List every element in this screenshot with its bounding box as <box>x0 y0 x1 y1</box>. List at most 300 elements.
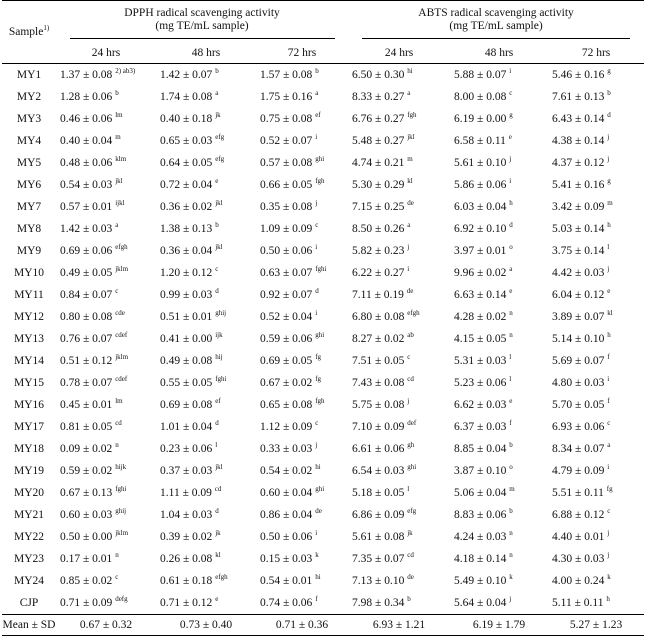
mean-sd-value: 0.78 ± 0.07 <box>60 377 113 389</box>
significance-letters: k <box>607 573 611 582</box>
activity-value-cell <box>450 460 548 482</box>
significance-letters: c <box>607 419 611 428</box>
mean-sd-value: 1.20 ± 0.12 <box>160 267 213 279</box>
activity-value-cell <box>348 438 450 460</box>
activity-value-cell <box>548 504 644 526</box>
table-row <box>2 504 644 526</box>
sample-name: MY1 <box>16 69 42 81</box>
activity-value-cell <box>348 394 450 416</box>
mean-sd-value: 1.11 ± 0.09 <box>160 487 212 499</box>
mean-sd-value: 0.75 ± 0.08 <box>260 113 313 125</box>
significance-letters: fghi <box>215 375 227 384</box>
mean-sd-value: 5.64 ± 0.04 <box>454 597 507 609</box>
activity-value-cell <box>548 394 644 416</box>
activity-value-cell <box>156 130 256 152</box>
sample-name: MY20 <box>13 487 45 499</box>
mean-sd-value: 0.36 ± 0.04 <box>160 245 213 257</box>
significance-letters: c <box>115 573 119 582</box>
mean-sd-value: 9.96 ± 0.02 <box>454 267 507 279</box>
mean-sd-value: 0.33 ± 0.03 <box>260 443 313 455</box>
activity-value-cell <box>156 306 256 328</box>
sample-name: MY2 <box>16 91 42 103</box>
activity-value-cell <box>256 328 348 350</box>
time-header: 72 hrs <box>256 43 348 64</box>
activity-value-cell <box>548 108 644 130</box>
mean-sd-value: 6.63 ± 0.14 <box>454 289 507 301</box>
significance-letters: l <box>215 441 218 450</box>
activity-value-cell <box>56 152 156 174</box>
activity-value-cell <box>156 482 256 504</box>
mean-sd-value: 7.15 ± 0.25 <box>352 201 405 213</box>
activity-value-cell <box>156 438 256 460</box>
activity-value-cell <box>56 64 156 87</box>
mean-sd-value: 5.86 ± 0.06 <box>454 179 507 191</box>
activity-value-cell <box>450 350 548 372</box>
significance-letters: efgh <box>115 243 128 252</box>
activity-value-cell <box>450 130 548 152</box>
significance-letters: j <box>607 529 610 538</box>
activity-value-cell <box>56 372 156 394</box>
mean-sd-value: 8.85 ± 0.04 <box>454 443 507 455</box>
mean-sd-value: 6.76 ± 0.27 <box>352 113 405 125</box>
significance-letters: f <box>607 353 610 362</box>
sample-name: MY8 <box>16 223 42 235</box>
mean-sd-value: 1.75 ± 0.16 <box>260 91 313 103</box>
time-header: 24 hrs <box>56 43 156 64</box>
significance-letters: cd <box>407 375 414 384</box>
significance-letters: klm <box>115 155 127 164</box>
significance-letters: efg <box>215 133 225 142</box>
significance-letters: b <box>509 507 513 516</box>
activity-value-cell <box>156 284 256 306</box>
sample-name: MY15 <box>13 377 45 389</box>
mean-sd-value: 5.61 ± 0.10 <box>454 157 507 169</box>
significance-letters: i <box>509 67 512 76</box>
mean-sd-value: 1.01 ± 0.04 <box>160 421 213 433</box>
table-row <box>2 570 644 592</box>
significance-letters: cd <box>214 485 222 494</box>
activity-value-cell <box>548 416 644 438</box>
mean-sd-value: 0.35 ± 0.08 <box>260 201 313 213</box>
mean-sd-value: 0.81 ± 0.05 <box>60 421 113 433</box>
mean-sd-value: 6.80 ± 0.08 <box>352 311 405 323</box>
activity-value-cell <box>56 482 156 504</box>
mean-sd-value: 0.72 ± 0.04 <box>160 179 213 191</box>
significance-letters: jkl <box>215 243 223 252</box>
significance-letters: c <box>407 353 411 362</box>
mean-sd-value: 0.41 ± 0.00 <box>160 333 213 345</box>
activity-value-cell <box>156 64 256 87</box>
significance-letters: c <box>115 287 119 296</box>
mean-sd-value: 0.50 ± 0.06 <box>260 531 313 543</box>
activity-value-cell <box>548 262 644 284</box>
activity-value-cell <box>450 482 548 504</box>
table-row <box>2 196 644 218</box>
significance-letters: ghi <box>315 331 325 340</box>
activity-value-cell <box>450 86 548 108</box>
mean-sd-value: 0.51 ± 0.12 <box>60 355 113 367</box>
activity-value-cell <box>256 350 348 372</box>
significance-letters: a <box>407 221 411 230</box>
sample-name: MY13 <box>13 333 45 345</box>
table-row <box>2 372 644 394</box>
table-row <box>2 394 644 416</box>
activity-value-cell <box>348 152 450 174</box>
activity-value-cell <box>450 416 548 438</box>
mean-sd-value: 0.66 ± 0.05 <box>260 179 313 191</box>
mean-sd-value: 5.51 ± 0.11 <box>552 487 604 499</box>
significance-letters: j <box>607 265 610 274</box>
mean-sd-value: 0.69 ± 0.05 <box>260 355 313 367</box>
mean-sd-value: 0.60 ± 0.03 <box>60 509 113 521</box>
mean-sd-value: 6.04 ± 0.12 <box>552 289 605 301</box>
activity-value-cell <box>548 328 644 350</box>
mean-sd-value: 3.89 ± 0.07 <box>552 311 605 323</box>
activity-value-cell <box>348 174 450 196</box>
mean-value: 0.71 ± 0.36 <box>256 615 348 636</box>
mean-sd-value: 0.37 ± 0.03 <box>160 465 213 477</box>
dpph-group-header <box>56 1 348 44</box>
mean-sd-value: 1.04 ± 0.03 <box>160 509 213 521</box>
activity-value-cell <box>548 152 644 174</box>
activity-value-cell <box>56 108 156 130</box>
mean-sd-value: 1.28 ± 0.06 <box>60 91 113 103</box>
mean-sd-value: 3.42 ± 0.09 <box>552 201 605 213</box>
table-row <box>2 64 644 87</box>
mean-sd-value: 5.03 ± 0.14 <box>552 223 605 235</box>
activity-value-cell <box>156 504 256 526</box>
sample-name: MY4 <box>16 135 42 147</box>
activity-value-cell <box>156 174 256 196</box>
significance-letters: ijk <box>215 331 223 340</box>
activity-value-cell <box>450 174 548 196</box>
significance-letters: o <box>509 243 513 252</box>
significance-letters: efgh <box>215 573 228 582</box>
activity-value-cell <box>548 86 644 108</box>
sample-name: MY10 <box>13 267 45 279</box>
mean-sd-value: 0.63 ± 0.07 <box>260 267 313 279</box>
activity-value-cell <box>256 130 348 152</box>
significance-letters: cde <box>115 309 125 318</box>
significance-letters: n <box>509 551 513 560</box>
activity-value-cell <box>56 504 156 526</box>
sample-name: MY14 <box>13 355 45 367</box>
sample-name: MY18 <box>13 443 45 455</box>
significance-letters: b <box>215 221 219 230</box>
significance-letters: de <box>407 573 414 582</box>
significance-letters: kl <box>215 551 221 560</box>
dpph-unit: (mg TE/mL sample) <box>155 20 249 32</box>
mean-sd-value: 5.75 ± 0.08 <box>352 399 405 411</box>
sample-name: MY21 <box>13 509 45 521</box>
table-row <box>2 548 644 570</box>
activity-value-cell <box>156 592 256 615</box>
mean-value: 5.27 ± 1.23 <box>548 615 644 636</box>
activity-value-cell <box>256 526 348 548</box>
activity-value-cell <box>256 504 348 526</box>
sample-name: MY24 <box>13 575 45 587</box>
mean-sd-value: 4.38 ± 0.14 <box>552 135 605 147</box>
table-row <box>2 218 644 240</box>
activity-value-cell <box>156 548 256 570</box>
activity-value-cell <box>256 592 348 615</box>
significance-letters: cd <box>407 551 414 560</box>
significance-letters: ghi <box>315 485 325 494</box>
mean-sd-value: 5.48 ± 0.27 <box>352 135 405 147</box>
significance-letters: jkl <box>215 199 223 208</box>
significance-letters: f <box>607 397 610 406</box>
significance-letters: d <box>607 111 611 120</box>
mean-sd-value: 1.42 ± 0.03 <box>60 223 113 235</box>
mean-sd-value: 0.57 ± 0.01 <box>60 201 113 213</box>
significance-letters: fghi <box>115 485 127 494</box>
activity-value-cell <box>256 218 348 240</box>
mean-sd-value: 0.52 ± 0.07 <box>260 135 313 147</box>
activity-value-cell <box>56 460 156 482</box>
significance-letters: jkl <box>407 133 415 142</box>
activity-value-cell <box>548 592 644 615</box>
significance-letters: gh <box>407 441 415 450</box>
significance-letters: m <box>407 155 413 164</box>
mean-sd-value: 0.36 ± 0.02 <box>160 201 213 213</box>
sample-name: MY12 <box>13 311 45 323</box>
activity-value-cell <box>56 86 156 108</box>
table-body <box>2 64 644 615</box>
mean-sd-value: 0.92 ± 0.07 <box>260 289 313 301</box>
activity-value-cell <box>450 240 548 262</box>
mean-sd-value: 0.26 ± 0.08 <box>160 553 213 565</box>
mean-sd-value: 0.85 ± 0.02 <box>60 575 113 587</box>
mean-sd-value: 0.15 ± 0.03 <box>260 553 313 565</box>
sample-name: CJP <box>2 592 56 615</box>
activity-value-cell <box>450 526 548 548</box>
activity-value-cell <box>450 548 548 570</box>
mean-sd-value: 0.76 ± 0.07 <box>60 333 113 345</box>
table-row <box>2 482 644 504</box>
mean-sd-value: 6.22 ± 0.27 <box>352 267 405 279</box>
mean-sd-value: 7.61 ± 0.13 <box>552 91 605 103</box>
activity-value-cell <box>256 174 348 196</box>
significance-letters: cd <box>115 419 122 428</box>
significance-letters: j <box>607 133 610 142</box>
activity-value-cell <box>56 218 156 240</box>
significance-letters: ghij <box>115 507 127 516</box>
mean-sd-row <box>2 615 644 636</box>
mean-sd-value: 3.87 ± 0.10 <box>454 465 507 477</box>
significance-letters: hij <box>215 353 223 362</box>
abts-title: ABTS radical scavenging activity <box>418 7 574 19</box>
mean-sd-value: 6.58 ± 0.11 <box>454 135 506 147</box>
mean-sd-value: 5.88 ± 0.07 <box>454 69 507 81</box>
mean-sd-value: 0.74 ± 0.06 <box>260 597 313 609</box>
mean-sd-value: 7.35 ± 0.07 <box>352 553 405 565</box>
activity-value-cell <box>450 262 548 284</box>
significance-letters: h <box>509 199 513 208</box>
significance-letters: fg <box>606 485 613 494</box>
sample-name: MY11 <box>14 289 44 301</box>
mean-sd-value: 8.33 ± 0.27 <box>352 91 405 103</box>
significance-letters: e <box>215 177 219 186</box>
mean-sd-value: 4.15 ± 0.05 <box>454 333 507 345</box>
mean-sd-value: 0.57 ± 0.08 <box>260 157 313 169</box>
significance-letters: n <box>509 309 513 318</box>
significance-letters: cdef <box>115 331 128 340</box>
mean-sd-value: 7.98 ± 0.34 <box>352 597 405 609</box>
activity-value-cell <box>56 526 156 548</box>
significance-letters: i <box>315 529 318 538</box>
time-header: 48 hrs <box>156 43 256 64</box>
mean-sd-value: 0.69 ± 0.08 <box>160 399 213 411</box>
significance-letters: l <box>509 353 512 362</box>
table-row <box>2 284 644 306</box>
activity-value-cell <box>56 394 156 416</box>
table-row <box>2 350 644 372</box>
significance-letters: c <box>315 419 319 428</box>
table-row <box>2 108 644 130</box>
mean-sd-value: 5.61 ± 0.08 <box>352 531 405 543</box>
significance-letters: k <box>315 551 319 560</box>
activity-value-cell <box>256 372 348 394</box>
activity-value-cell <box>348 64 450 87</box>
activity-value-cell <box>56 174 156 196</box>
mean-sd-value: 0.17 ± 0.01 <box>60 553 113 565</box>
mean-sd-value: 0.46 ± 0.06 <box>60 113 113 125</box>
significance-letters: g <box>607 67 611 76</box>
significance-letters: j <box>407 397 410 406</box>
mean-sd-value: 0.45 ± 0.01 <box>60 399 113 411</box>
significance-letters: de <box>406 287 414 296</box>
time-header: 24 hrs <box>348 43 450 64</box>
significance-letters: d <box>315 287 319 296</box>
activity-value-cell <box>256 64 348 87</box>
activity-value-cell <box>450 196 548 218</box>
activity-value-cell <box>348 218 450 240</box>
sample-name: MY3 <box>16 113 42 125</box>
activity-value-cell <box>156 218 256 240</box>
significance-letters: e <box>215 595 219 604</box>
mean-sd-value: 6.37 ± 0.03 <box>454 421 507 433</box>
mean-sd-value: 4.80 ± 0.03 <box>552 377 605 389</box>
significance-letters: e <box>508 133 512 142</box>
dpph-title: DPPH radical scavenging activity <box>124 7 280 19</box>
activity-value-cell <box>256 548 348 570</box>
mean-sd-value: 5.30 ± 0.29 <box>352 179 405 191</box>
significance-letters: ef <box>315 111 321 120</box>
activity-value-cell <box>348 130 450 152</box>
activity-value-cell <box>256 416 348 438</box>
mean-sd-value: 5.49 ± 0.10 <box>454 575 507 587</box>
significance-letters: c <box>315 221 319 230</box>
significance-letters: d <box>215 419 219 428</box>
mean-sd-value: 0.52 ± 0.04 <box>260 311 313 323</box>
activity-value-cell <box>348 460 450 482</box>
significance-letters: h <box>606 595 610 604</box>
significance-letters: j <box>607 155 610 164</box>
significance-letters: jklm <box>115 353 129 362</box>
mean-sd-value: 8.83 ± 0.06 <box>454 509 507 521</box>
significance-letters: c <box>607 507 611 516</box>
significance-letters: hi <box>315 463 321 472</box>
activity-value-cell <box>348 592 450 615</box>
significance-letters: def <box>407 419 417 428</box>
mean-sd-value: 1.74 ± 0.08 <box>160 91 213 103</box>
significance-letters: ab <box>407 331 414 340</box>
activity-value-cell <box>56 592 156 615</box>
mean-sd-value: 0.40 ± 0.04 <box>60 135 113 147</box>
activity-value-cell <box>450 152 548 174</box>
activity-value-cell <box>348 328 450 350</box>
significance-letters: j <box>407 243 410 252</box>
activity-value-cell <box>256 306 348 328</box>
activity-value-cell <box>348 284 450 306</box>
significance-letters: g <box>509 111 513 120</box>
significance-letters: h <box>607 221 611 230</box>
mean-sd-value: 4.37 ± 0.12 <box>552 157 605 169</box>
significance-letters: ijkl <box>115 199 125 208</box>
sample-name: MY16 <box>13 399 45 411</box>
significance-letters: n <box>115 551 119 560</box>
activity-value-cell <box>548 526 644 548</box>
mean-sd-value: 8.34 ± 0.07 <box>552 443 605 455</box>
activity-value-cell <box>450 504 548 526</box>
activity-value-cell <box>348 240 450 262</box>
activity-value-cell <box>450 592 548 615</box>
significance-letters: hi <box>315 573 321 582</box>
time-header: 48 hrs <box>450 43 548 64</box>
table-row <box>2 592 644 615</box>
activity-value-cell <box>548 240 644 262</box>
activity-value-cell <box>348 108 450 130</box>
activity-value-cell <box>450 108 548 130</box>
mean-sd-value: 0.50 ± 0.00 <box>60 531 113 543</box>
significance-letters: e <box>607 287 611 296</box>
sample-name: MY5 <box>16 157 42 169</box>
activity-value-cell <box>156 240 256 262</box>
activity-value-cell <box>548 438 644 460</box>
activity-value-cell <box>348 86 450 108</box>
mean-sd-value: 0.71 ± 0.09 <box>60 597 113 609</box>
significance-letters: kl <box>607 309 613 318</box>
activity-value-cell <box>56 570 156 592</box>
table-row <box>2 86 644 108</box>
significance-letters: a <box>407 89 411 98</box>
significance-letters: hijk <box>115 463 127 472</box>
activity-value-cell <box>548 130 644 152</box>
mean-sd-value: 0.71 ± 0.12 <box>160 597 213 609</box>
significance-letters: a <box>315 89 319 98</box>
significance-letters: l <box>407 485 410 494</box>
significance-letters: f <box>509 419 512 428</box>
sample-name: MY17 <box>13 421 45 433</box>
activity-value-cell <box>548 174 644 196</box>
mean-sd-value: 1.09 ± 0.09 <box>260 223 313 235</box>
activity-value-cell <box>156 416 256 438</box>
significance-letters: efgh <box>407 309 420 318</box>
significance-letters: fg <box>315 353 322 362</box>
mean-sd-value: 1.38 ± 0.13 <box>160 223 213 235</box>
activity-value-cell <box>56 262 156 284</box>
significance-letters: i <box>315 133 318 142</box>
significance-letters: i <box>509 177 512 186</box>
mean-value: 6.93 ± 1.21 <box>348 615 450 636</box>
mean-sd-value: 3.97 ± 0.01 <box>454 245 507 257</box>
mean-sd-value: 6.54 ± 0.03 <box>352 465 405 477</box>
activity-value-cell <box>548 64 644 87</box>
significance-letters: fgh <box>407 111 417 120</box>
significance-letters: j <box>315 441 318 450</box>
activity-value-cell <box>156 262 256 284</box>
sample-name: MY6 <box>16 179 42 191</box>
